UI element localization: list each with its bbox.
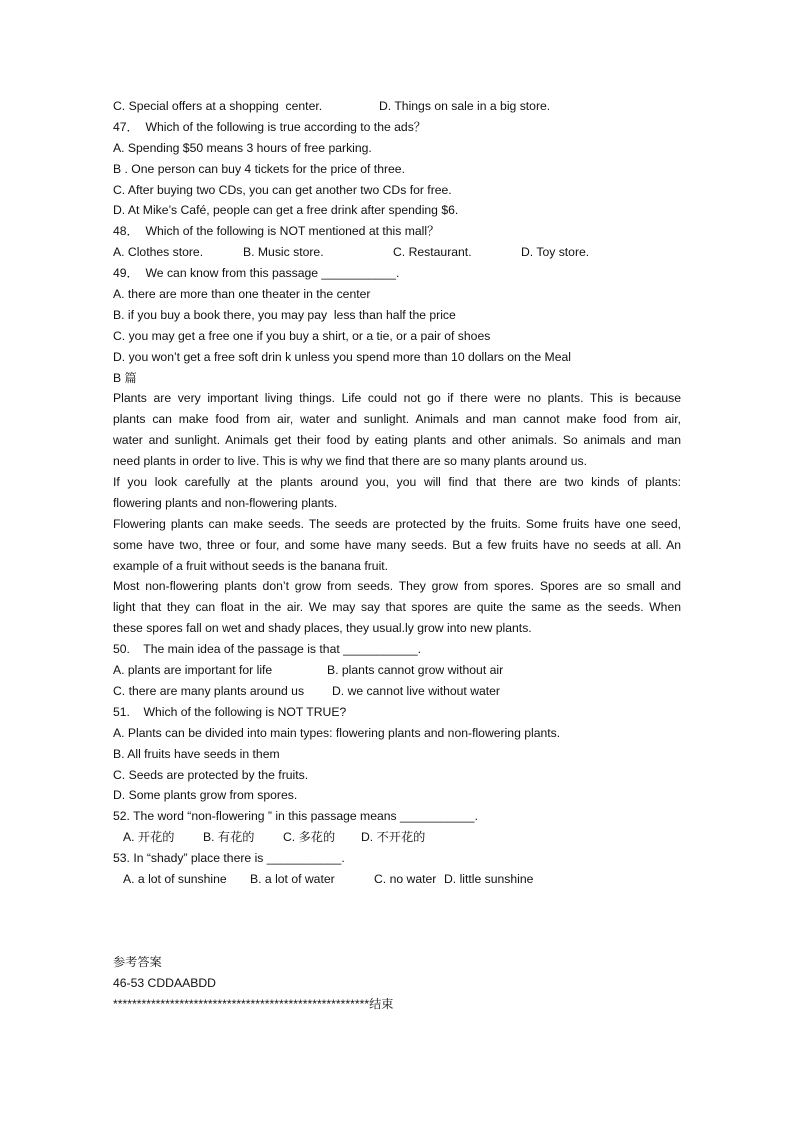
q49-option-d: D. you won’t get a free soft drin k unless you spend more than 10 dollars on the Meal [113,349,571,364]
q49-option-a: A. there are more than one theater in the center [113,287,371,302]
passage-line: If you look carefully at the plants around you, you will find that there are two kinds of plants: [113,475,681,490]
passage-line: Plants are very important living things. Life could not go if there were no plants. This is because [113,391,681,406]
passage-line: water and sunlight. Animals get their food by eating plants and other animals. So animals and man [113,433,681,448]
q50-option-c: C. there are many plants around us [113,683,305,698]
q53-option-b: B. a lot of water [250,871,335,886]
q50-stem: 50. The main idea of the passage is that ___________. [113,642,422,657]
q51-stem: 51. Which of the following is NOT TRUE? [113,704,347,719]
q48-options-row [113,242,681,263]
q46-option-d: D. Things on sale in a big store. [379,99,551,113]
q50-option-b: B. plants cannot grow without air [327,663,504,678]
passage-line: some have two, three or four, and some have many seeds. But a few fruits have no seeds at all. An [113,537,681,552]
q47-option-c: C. After buying two CDs, you can get another two CDs for free. [113,182,452,197]
q52-stem: 52. The word “non-flowering ” in this passage means ___________. [113,809,478,824]
q50-option-d: D. we cannot live without water [332,683,500,698]
q53-option-d: D. little sunshine [444,871,534,886]
q47-option-d: D. At Mike’s Café, people can get a free drink after spending $6. [113,203,459,218]
q46-option-c: C. Special offers at a shopping center. [113,99,323,113]
passage-line: light that they can float in the air. We may say that spores are quite the same as the seeds. When [113,600,681,615]
q52-option-c: C. 多花的 [283,830,336,845]
answer-key-line: 46-53 CDDAABDD [113,975,216,990]
q52-option-b: B. 有花的 [203,830,255,845]
document-page [113,96,681,1015]
q49-stem: 49． We can know from this passage ___________. [113,266,400,281]
q47-option-b: B . One person can buy 4 tickets for the price of three. [113,161,405,176]
q53-option-a: A. a lot of sunshine [123,871,227,886]
q51-option-b: B. All fruits have seeds in them [113,746,280,761]
q52-option-d: D. 不开花的 [361,830,426,845]
passage-line: plants can make food from air, water and sunlight. Animals and man cannot make food from air, [113,412,681,427]
end-marker: ******************************************************结束 [113,996,394,1011]
q48-option-a: A. Clothes store. [113,245,204,260]
section-b-heading: B 篇 [113,370,137,385]
q52-option-a: A. 开花的 [123,830,175,845]
q53-stem: 53. In “shady” place there is ___________. [113,851,345,866]
q48-option-d: D. Toy store. [521,245,590,260]
q46-options-row [113,96,681,117]
q50-options-row-1 [113,660,681,681]
q51-option-d: D. Some plants grow from spores. [113,788,298,803]
q51-option-a: A. Plants can be divided into main types: flowering plants and non-flowering plants. [113,725,561,740]
passage-line: Most non-flowering plants don’t grow from seeds. They grow from spores. Spores are so small and [113,579,681,594]
q50-options-row-2 [113,681,681,702]
passage-line: Flowering plants can make seeds. The seeds are protected by the fruits. Some fruits have one seed, [113,516,681,531]
passage-line: flowering plants and non-flowering plants. [113,495,338,510]
q47-stem: 47． Which of the following is true according to the ads？ [113,119,426,134]
q49-option-b: B. if you buy a book there, you may pay less than half the price [113,307,456,322]
q53-options-row [113,869,681,890]
answer-key-heading: 参考答案 [113,954,162,969]
q51-option-c: C. Seeds are protected by the fruits. [113,767,309,782]
q48-option-c: C. Restaurant. [393,245,472,260]
q53-option-c: C. no water [374,871,437,886]
q52-options-row [113,827,681,848]
q50-option-a: A. plants are important for life [113,663,273,678]
passage-line: need plants in order to live. This is why we find that there are so many plants around us. [113,454,587,469]
passage-line: example of a fruit without seeds is the banana fruit. [113,558,389,573]
q49-option-c: C. you may get a free one if you buy a shirt, or a tie, or a pair of shoes [113,328,491,343]
q47-option-a: A. Spending $50 means 3 hours of free parking. [113,140,372,155]
q48-option-b: B. Music store. [243,245,324,260]
passage-line: these spores fall on wet and shady places, they usual.ly grow into new plants. [113,621,532,636]
q48-stem: 48． Which of the following is NOT mentioned at this mall？ [113,224,440,239]
